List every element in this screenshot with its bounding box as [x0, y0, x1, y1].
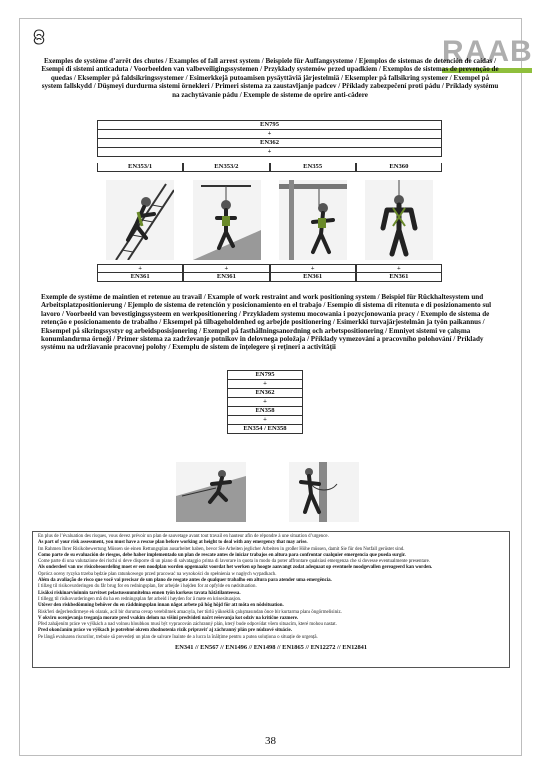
standard-cell: EN354 / EN358 [228, 425, 303, 434]
notice-line: Pe lângă evaluarea riscurilor, trebuie să prevedeți un plan de salvare înainte de a lucra la înălțime pentru a putea soluționa o situație de urgență. [38, 634, 318, 640]
notice-line: I tillegg til risikovurderingen må du ha en redningsplan før arbeid i høyden for å møte en krisesituasjon. [38, 596, 242, 602]
device-label: EN353/1 [97, 163, 183, 172]
standard-cell: EN795 [228, 371, 303, 380]
fall-arrest-standard-stack [97, 120, 442, 157]
notice-line: En plus de l’évaluation des risques, vous devez prévoir un plan de sauvetage avant tout travail en hauteur afin de répondre à une situation d’urgence. [38, 534, 329, 539]
standard-cell: EN358 [228, 407, 303, 416]
standard-cell: EN795 [98, 121, 442, 130]
harness-front-illustration [365, 180, 433, 260]
pole-positioning-illustration [289, 462, 359, 522]
notice-line: V okviru ocenjevanja tveganja morate pred vsakim delom na višini predvideti načrt reševanja kot odziv na kritične razmere. [38, 615, 299, 621]
roof-restraint-illustration [176, 462, 246, 522]
harness-standard: EN361 [97, 273, 183, 282]
fall-arrest-harness-row [97, 273, 442, 282]
notice-line: Als onderdeel van uw risicobeoordeling moet er een noodplan worden opgemaakt voordat het werken op hoogte aanvangt zodat adequaat op eventuele noodgevallen gereageerd kan worden. [38, 565, 433, 571]
fall-arrest-plus-row [97, 264, 442, 273]
plus-cell: + [228, 380, 303, 389]
hand-symbol-icon [31, 28, 47, 46]
standard-cell: EN362 [228, 389, 303, 398]
notice-line: As part of your risk assessment, you must have a rescue plan before working at height to deal with any emergency that may arise. [38, 540, 308, 546]
plus-cell: + [98, 130, 442, 139]
notice-line: Risk'leri değerlendirmeye ek olarak, acil bir duruma cevap verebilmek amacıyla, her türlü yükseklik çalışmasından önce bir kurtarma planı öngörmelisiniz. [38, 609, 342, 615]
plus-cell: + [228, 416, 303, 425]
notice-line: Před zahájením práce ve výškách a nad volnou hloubkou musí být vypracován záchranný plán, který bude odpovídat všem situacím, které mohou nastat. [38, 622, 337, 628]
plus-cell: + [97, 264, 183, 273]
device-label: EN353/2 [183, 163, 269, 172]
rescue-plan-notice [32, 531, 510, 668]
work-positioning-standard-stack [227, 370, 303, 434]
ladder-climber-illustration [106, 180, 174, 260]
harness-standard: EN361 [270, 273, 356, 282]
notice-line: Além da avaliação de risco que você vai precisar de um plano de resgate antes de qualquer trabalho em altura para atender uma emergência. [38, 578, 332, 584]
plus-cell: + [98, 148, 442, 157]
notice-line: Oprócz oceny ryzyka trzeba będzie plan ratunkowego przed pracować na wysokości do spełnienia w nagłych wypadkach. [38, 571, 277, 577]
notice-line: Lisäksi riskinarvioinnin tarvitset pelastussuunnitelma ennen työn korkeus tavata hätätilanteessa. [38, 590, 241, 596]
notice-line: I tillæg til risikovurderingen du får brug for en redningsplan, før arbejde i højden for at opfylde en nødsituation. [38, 584, 257, 590]
fall-arrest-device-labels [97, 163, 442, 172]
logo-text: RAAB [442, 35, 533, 68]
harness-standard: EN361 [183, 273, 269, 282]
roof-worker-illustration [193, 180, 261, 260]
notice-line: Pred okončaním práce vo výškach je potrebné okrem zhodnotenia rizík pripraviť aj záchranný plán pre núdzové situácie. [38, 628, 292, 634]
page-number: 38 [265, 735, 276, 747]
plus-cell: + [270, 264, 356, 273]
notice-line: Utöver den riskbedömning behöver du en räddningsplan innan något arbete på hög höjd för att möta en nödsituation. [38, 603, 284, 609]
fall-arrest-illustrations [97, 180, 442, 262]
standard-cell: EN362 [98, 139, 442, 148]
device-label: EN360 [356, 163, 442, 172]
norms-list: EN341 // EN567 // EN1496 // EN1498 // EN1865 // EN12272 // EN12841 [174, 644, 368, 652]
plus-cell: + [356, 264, 442, 273]
fall-arrest-heading: Exemples de système d’arrêt des chutes / Examples of fall arrest system / Beispiele für Auffangsysteme / Ejemplos de sistemas de detención de caídas / Esempi di sistemi anticaduta / Voorbeelden van valbeveiligingssystemen / Przykłady systemów przed upadkiem / Exemplos de sistemas de prevenção de quedas / Eksempler på faldsikringssystemer / Esimerkkejä putoamisen pysäyttäviä järjestelmiä / Eksempler på fallsikring systemer / Exempel på system fallskydd / Düşmeyi durdurma sistemi örnekleri / Primeri sistema za zaustavljanje padcev / Příklady zabezpečení proti pádu / Príklady systému na zachytávanie pádu / Exemple de sisteme de oprire anti-cădere [41, 57, 499, 99]
beam-worker-illustration [279, 180, 347, 260]
notice-line: Como parte de su evaluación de riesgos, debe haber implementado un plan de rescate antes de iniciar trabajos en altura para confrontar cualquier emergencia que pueda surgir. [38, 552, 406, 558]
harness-standard: EN361 [356, 273, 442, 282]
work-positioning-heading: Exemple de système de maintien et retenue au travail / Example of work restraint and work positioning system / Beispiel für Rückhaltesystem und Arbeitsplatzpositionierung / Ejemplo de sistema de retención y posicionamiento en el trabajo / Esempio di sistema di ritenuta e di posizionamento sul lavoro / Voorbeeld van bevestigingssysteem en werkpositionering / Przykładem systemu mocowania i pozycjonowania pracy / Exemplo de sistema de retenção e posicionamento de trabalho / Eksempel på tilbageholdenhed og arbejde positionering / Esimerkki turvajärjestelmän ja työn paikannus / Eksempel på sikringssystyr og arbeidsposisjonering / Exempel på fasthållningsanordning och arbetspositionering / Emniyet sistemi ve çalışma konumlandırma örneği / Primer sistema za zadrževanje potnikov in delovnega položaja / Příklady vymezování a pracovního polohování / Príklady systému na udržiavanie pracovnej polohy / Exemplu de sistem de înțelegere și rețineri a activității [41, 293, 492, 352]
plus-cell: + [228, 398, 303, 407]
notice-line: Im Rahmen Ihrer Risikobewertung Müssen sie einen Rettungsplan ausarbeitet haben, bevor Sie Arbeiten jeglicher Arbeiten in großer Höhe müssen, damit Sie für den Notfall gerüstet sind. [38, 546, 405, 552]
device-label: EN355 [270, 163, 356, 172]
plus-cell: + [183, 264, 269, 273]
notice-line: Come parte di una valutazione dei rischi si deve disporre di un piano di salvataggio prima di lavorare in quota in modo da poter affrontare qualsiasi emergenza che si dovesse eventualmente presentare. [38, 559, 431, 565]
